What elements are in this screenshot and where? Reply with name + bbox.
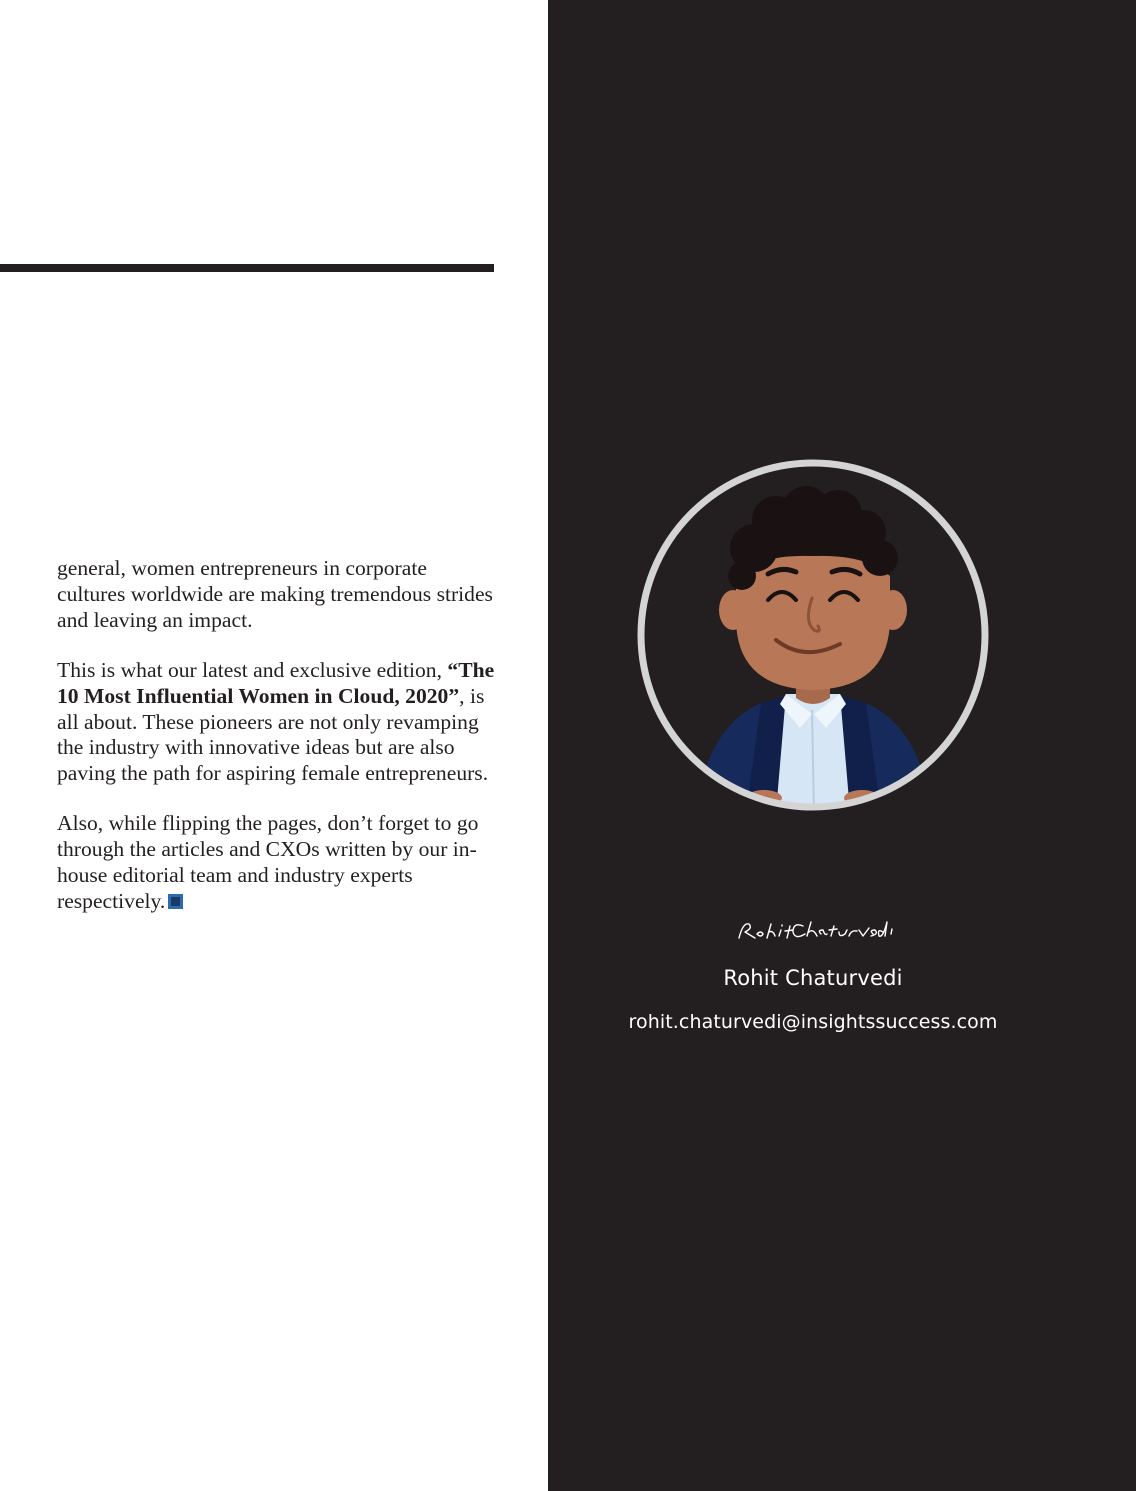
paragraph-2 xyxy=(57,658,497,788)
editor-signature xyxy=(548,904,1078,949)
paragraph-2-intro: This is what our latest and exclusive edition, xyxy=(57,657,448,682)
article-body xyxy=(57,556,497,939)
paragraph-1-text: general, women entrepreneurs in corporate cultures worldwide are making tremendous strides and leaving an impact. xyxy=(57,556,493,632)
paragraph-1 xyxy=(57,556,497,634)
signature-graphic xyxy=(733,904,893,944)
editor-name: Rohit Chaturvedi xyxy=(723,966,903,990)
editor-panel xyxy=(548,0,1136,1491)
paragraph-3-text: Also, while flipping the pages, don’t forget to go through the articles and CXOs written by our in-house editorial team and industry experts respectively. xyxy=(57,811,479,913)
magazine-end-mark-icon xyxy=(168,894,183,909)
paragraph-2-rest: , is all about. These pioneers are not only revamping the industry with innovative ideas but are also paving the path for aspiring female entrepreneurs. xyxy=(57,683,489,786)
edition-title: “The 10 Most Influential Women in Cloud, 2020” xyxy=(57,657,495,708)
article-column xyxy=(0,0,548,1491)
paragraph-3 xyxy=(57,811,497,915)
editor-email[interactable]: rohit.chaturvedi@insightssuccess.com xyxy=(628,1011,998,1033)
smiling-man-avatar-icon xyxy=(636,458,990,812)
section-divider xyxy=(0,264,494,272)
